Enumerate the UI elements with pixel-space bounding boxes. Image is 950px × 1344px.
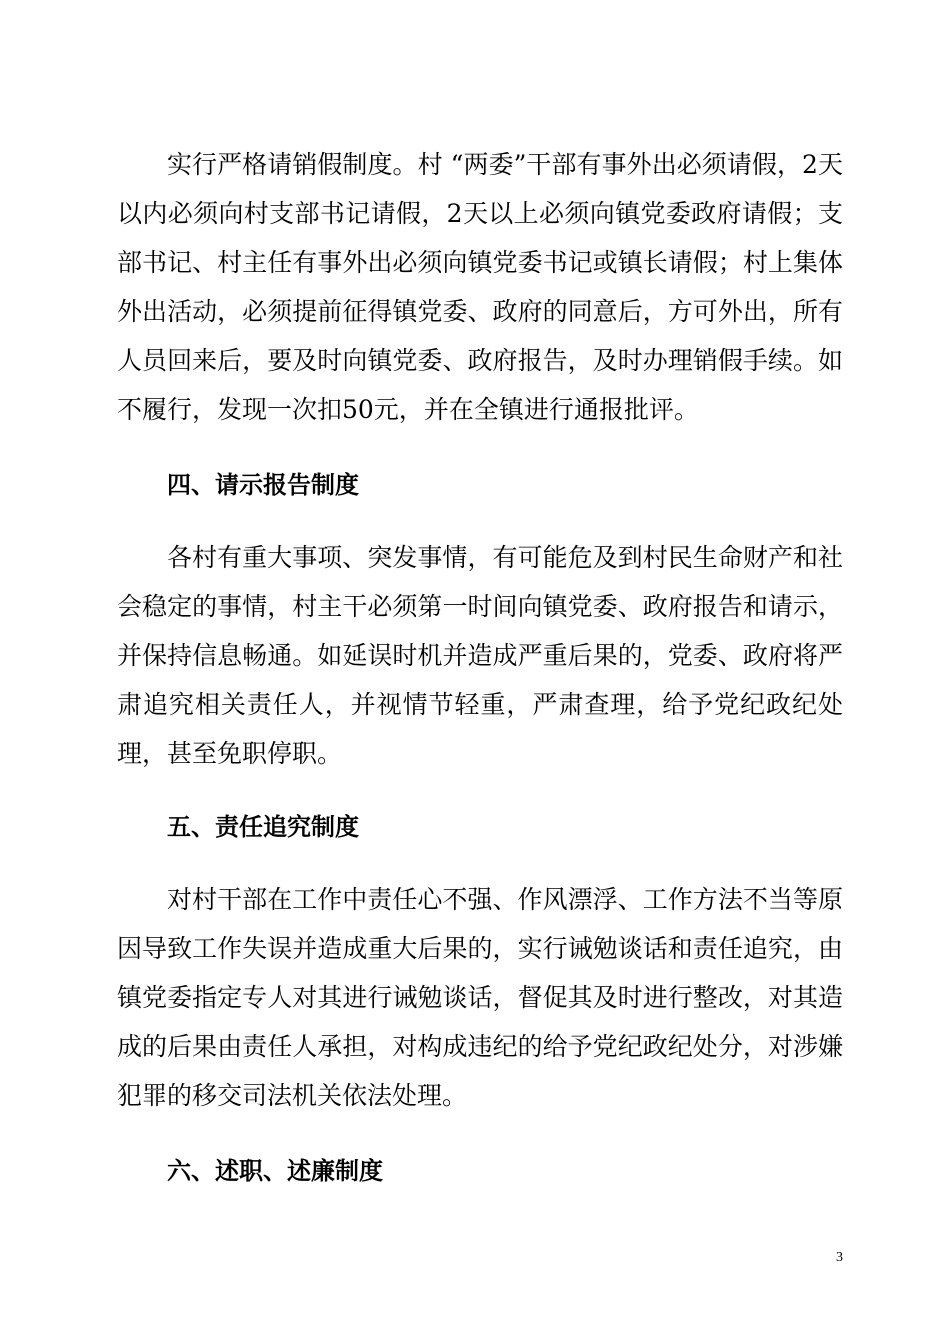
paragraph-accountability-system: 对村干部在工作中责任心不强、作风漂浮、工作方法不当等原因导致工作失误并造成重大后果的，实行诫勉谈话和责任追究，由镇党委指定专人对其进行诫勉谈话，督促其及时进行整改，对其造成的后果由责任人承担，对构成违纪的给予党纪政纪处分，对涉嫌犯罪的移交司法机关依法处理。	[117, 885, 843, 1110]
page-number: 3	[836, 1250, 843, 1265]
paragraph-leave-system: 实行严格请销假制度。村 “两委”干部有事外出必须请假，2天以内必须向村支部书记请假，2天以上必须向镇党委政府请假；支部书记、村主任有事外出必须向镇党委书记或镇长请假；村上集体外出活动，必须提前征得镇党委、政府的同意后，方可外出，所有人员回来后，要及时向镇党委、政府报告，及时办理销假手续。如不履行，发现一次扣50元，并在全镇进行通报批评。	[117, 150, 843, 424]
section-heading-4: 四、请示报告制度	[167, 471, 359, 499]
paragraph-report-system: 各村有重大事项、突发事情，有可能危及到村民生命财产和社会稳定的事情，村主干必须第一时间向镇党委、政府报告和请示，并保持信息畅通。如延误时机并造成严重后果的，党委、政府将严肃追究相关责任人，并视情节轻重，严肃查理，给予党纪政纪处理，甚至免职停职。	[117, 543, 843, 768]
section-heading-6: 六、述职、述廉制度	[167, 1157, 383, 1185]
section-heading-5: 五、责任追究制度	[167, 813, 359, 841]
